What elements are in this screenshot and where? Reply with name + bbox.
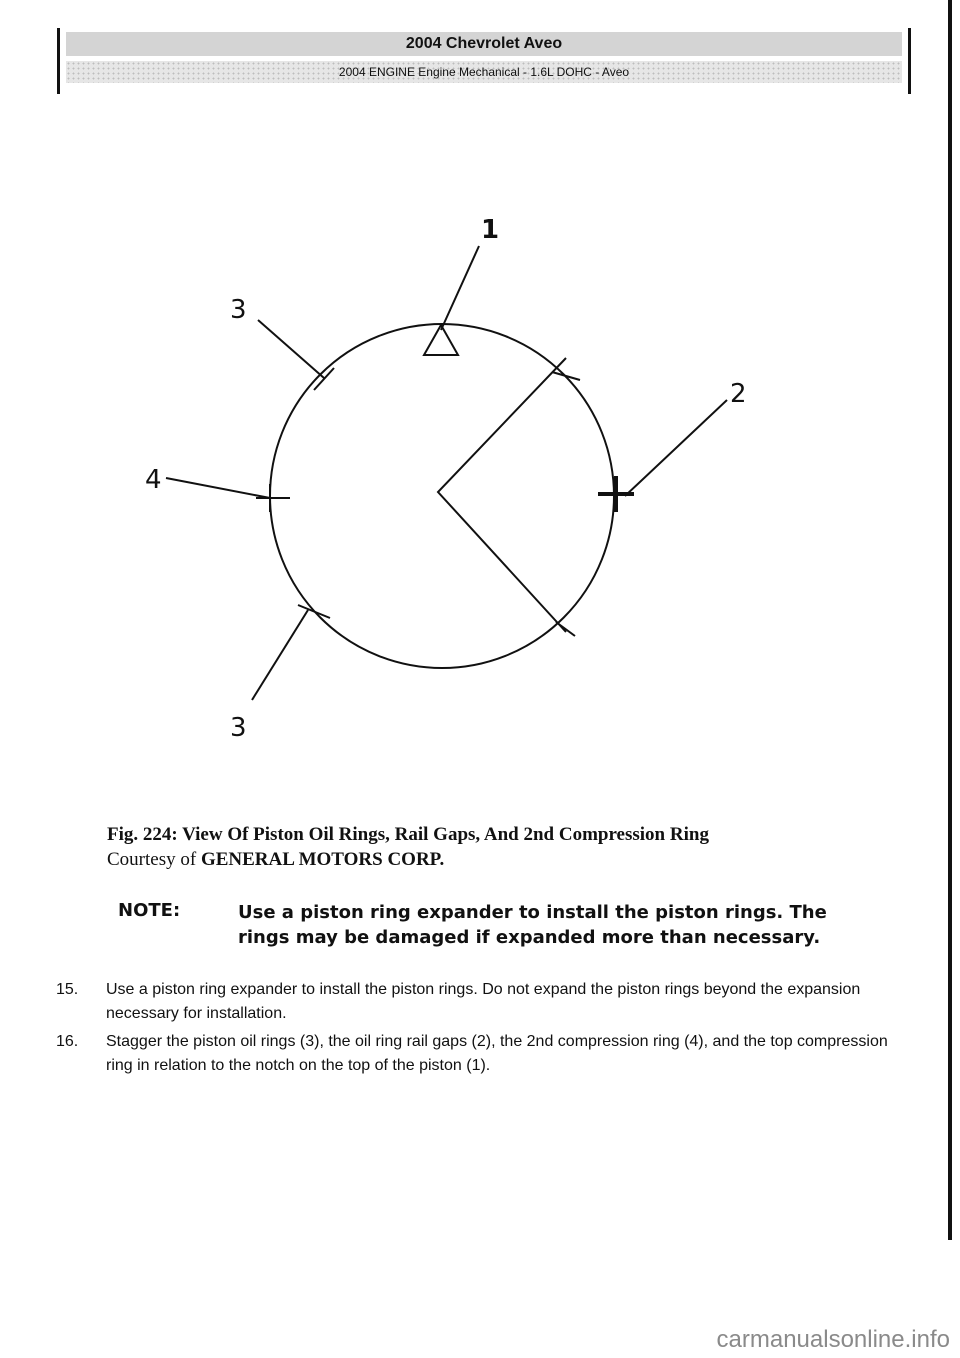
header-subtitle: 2004 ENGINE Engine Mechanical - 1.6L DOHC - Aveo: [66, 61, 902, 83]
tick-mark-gap-lower: [556, 622, 575, 636]
callout-3-lower: 3: [230, 713, 247, 743]
tick-mark-3-lower: [298, 605, 330, 618]
figure-title: Fig. 224: View Of Piston Oil Rings, Rail Gaps, And 2nd Compression Ring: [107, 824, 709, 845]
step-text: Stagger the piston oil rings (3), the oil ring rail gaps (2), the 2nd compression ring (4), and the top compression ring in relation to the notch on the top of the piston (1).: [106, 1033, 888, 1074]
leader-line-1: [441, 246, 479, 330]
gap-angle-lines: [438, 358, 566, 632]
note-text: Use a piston ring expander to install the piston rings. The rings may be damaged if expanded more than necessary.: [238, 902, 827, 948]
step-number: 16.: [56, 1033, 79, 1050]
step-text: Use a piston ring expander to install the piston rings. Do not expand the piston rings beyond the expansion necessary for installation.: [106, 981, 861, 1022]
header-title: 2004 Chevrolet Aveo: [66, 32, 902, 56]
leader-line-2: [625, 400, 727, 496]
watermark: carmanualsonline.info: [716, 1326, 950, 1353]
step-item: [56, 1030, 896, 1078]
figure-courtesy: [107, 847, 867, 872]
callout-1: 1: [481, 215, 500, 245]
callout-2: 2: [730, 379, 747, 409]
callout-4: 4: [145, 465, 162, 495]
procedure-steps: [56, 978, 896, 1082]
note-label: NOTE:: [118, 900, 181, 921]
leader-line-3-upper: [258, 320, 324, 378]
leader-line-4: [166, 478, 270, 498]
courtesy-org: GENERAL MOTORS CORP.: [200, 849, 445, 870]
step-number: 15.: [56, 981, 79, 998]
tick-mark-gap-upper: [552, 372, 580, 380]
leader-line-3-lower: [252, 610, 308, 700]
callout-3-upper: 3: [230, 295, 247, 325]
step-item: [56, 978, 896, 1026]
figure-caption: [107, 822, 867, 872]
courtesy-prefix: Courtesy of: [107, 849, 197, 870]
